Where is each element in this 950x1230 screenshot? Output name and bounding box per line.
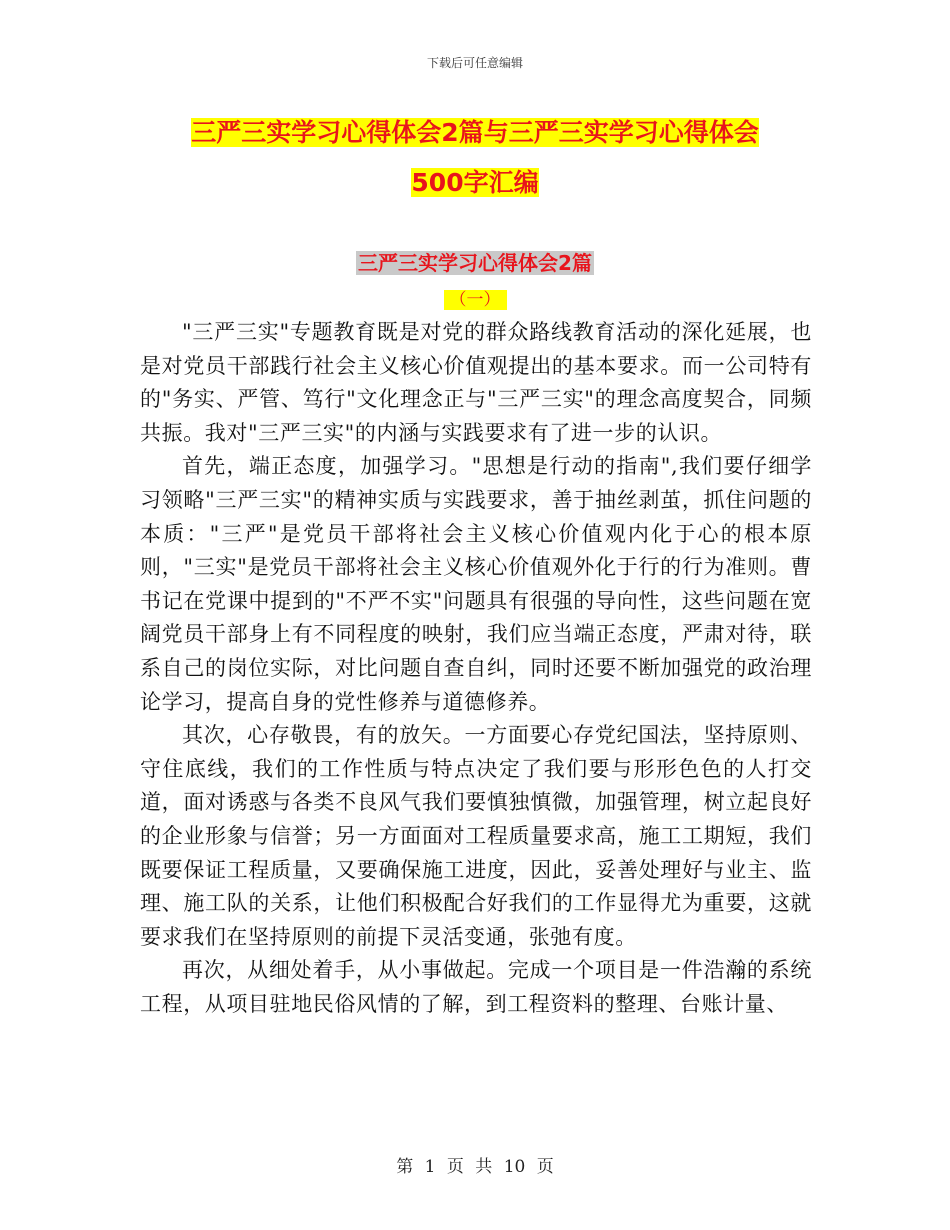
paragraph-intro: "三严三实"专题教育既是对党的群众路线教育活动的深化延展，也是对党员干部践行社会主义核心价值观提出的基本要求。而一公司特有的"务实、严管、笃行"文化理念正与"三严三实"的理念高度契合，同频共振。我对"三严三实"的内涵与实践要求有了进一步的认识。 — [140, 320, 812, 445]
subsection-number-text: （一） — [444, 290, 507, 310]
paragraph-first: 首先，端正态度，加强学习。"思想是行动的指南",我们要仔细学习领略"三严三实"的精神实质与实践要求，善于抽丝剥茧，抓住问题的本质："三严"是党员干部将社会主义核心价值观内化于心的根本原则，"三实"是党员干部将社会主义核心价值观外化于行的行为准则。曹书记在党课中提到的"不严不实"问题具有很强的导向性，这些问题在宽阔党员干部身上有不同程度的映射，我们应当端正态度，严肃对待，联系自己的岗位实际，对比问题自查自纠，同时还要不断加强党的政治理论学习，提高自身的党性修养与道德修养。 — [140, 454, 812, 714]
section-heading — [0, 248, 950, 278]
page-header-note: 下载后可任意编辑 — [426, 56, 523, 70]
body-text — [140, 316, 812, 1021]
page-footer-page-number: 第 1 页 共 10 页 — [396, 1157, 554, 1177]
document-title-line-1: 三严三实学习心得体会2篇与三严三实学习心得体会 — [191, 118, 759, 147]
document-title-line-2: 500字汇编 — [411, 168, 539, 197]
paragraph-third: 再次，从细处着手，从小事做起。完成一个项目是一件浩瀚的系统工程，从项目驻地民俗风情的了解，到工程资料的整理、台账计量、 — [140, 958, 812, 1016]
document-title — [140, 108, 810, 208]
subsection-number — [0, 287, 950, 313]
section-heading-text: 三严三实学习心得体会2篇 — [358, 251, 592, 275]
paragraph-second: 其次，心存敬畏，有的放矢。一方面要心存党纪国法，坚持原则、守住底线，我们的工作性质与特点决定了我们要与形形色色的人打交道，面对诱惑与各类不良风气我们要慎独慎微，加强管理，树立起良好的企业形象与信誉；另一方面面对工程质量要求高，施工工期短，我们既要保证工程质量，又要确保施工进度，因此，妥善处理好与业主、监理、施工队的关系，让他们积极配合好我们的工作显得尤为重要，这就要求我们在坚持原则的前提下灵活变通，张弛有度。 — [140, 723, 812, 949]
